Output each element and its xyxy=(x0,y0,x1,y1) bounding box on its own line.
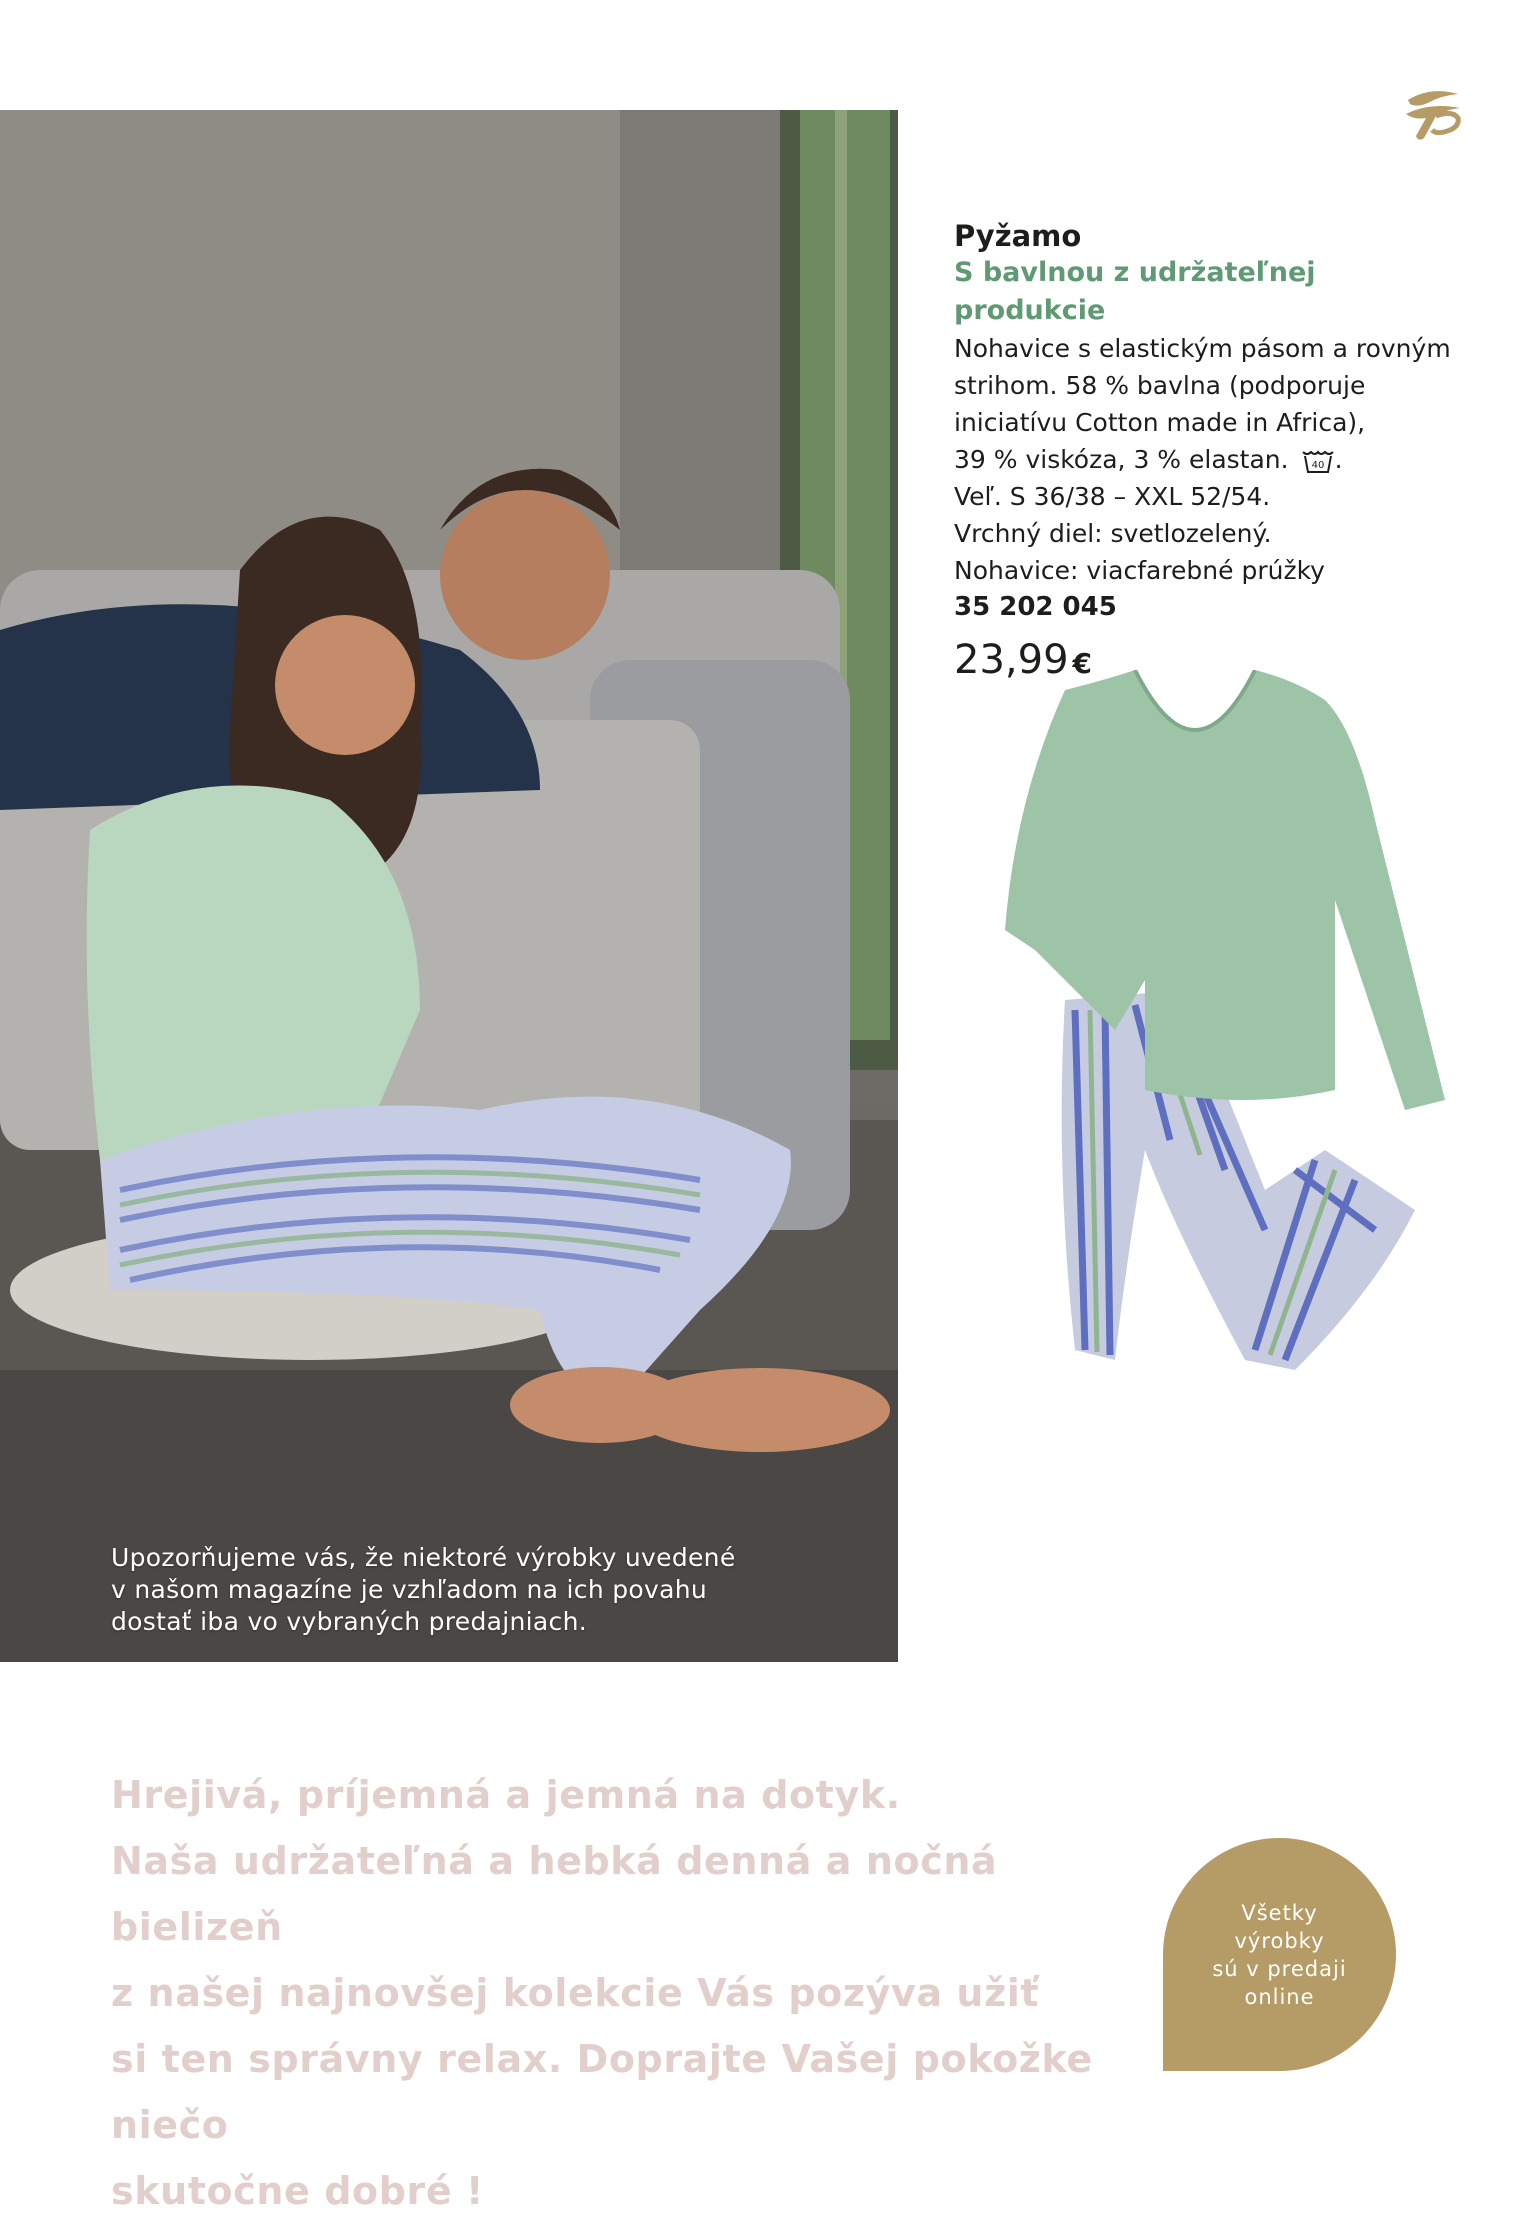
description-line: Veľ. S 36/38 – XXL 52/54. xyxy=(954,482,1271,511)
badge-line: výrobky xyxy=(1234,1928,1325,1953)
badge-line: online xyxy=(1244,1984,1315,2009)
price-currency: € xyxy=(1072,647,1092,680)
tagline-line: z našej najnovšej kolekcie Vás pozýva užiť xyxy=(111,1971,1040,2015)
description-line: iniciatívu Cotton made in Africa), xyxy=(954,408,1366,437)
wash-40-icon xyxy=(1301,448,1335,474)
pyjama-product-image xyxy=(995,670,1455,1390)
product-subtitle: S bavlnou z udržateľnej produkcie xyxy=(954,257,1316,326)
wash-temp: 40 xyxy=(1311,460,1324,471)
tchibo-logo-icon xyxy=(1400,80,1466,146)
notice-line: v našom magazíne je vzhľadom na ich povahu xyxy=(111,1575,707,1604)
badge-text xyxy=(1190,1899,1370,2011)
lifestyle-photo xyxy=(0,110,898,1662)
badge-line: sú v predaji xyxy=(1212,1956,1347,1981)
product-info xyxy=(954,218,1474,692)
description-suffix: . xyxy=(1334,445,1343,474)
description-line: Nohavice s elastickým pásom a rovným xyxy=(954,334,1451,363)
description-line: Vrchný diel: svetlozelený. xyxy=(954,519,1272,548)
lifestyle-scene-illustration xyxy=(0,110,898,1662)
price-value: 23,99 xyxy=(954,637,1069,683)
marketing-tagline xyxy=(111,1762,1111,2224)
notice-line: Upozorňujeme vás, že niektoré výrobky uvedené xyxy=(111,1543,736,1572)
tagline-line: Naša udržateľná a hebká denná a nočná bielizeň xyxy=(111,1839,998,1949)
online-availability-badge[interactable] xyxy=(1163,1838,1396,2071)
notice-line: dostať iba vo vybraných predajniach. xyxy=(111,1607,587,1636)
description-line: 39 % viskóza, 3 % elastan. xyxy=(954,445,1289,474)
product-description xyxy=(954,330,1474,589)
availability-notice xyxy=(111,1542,811,1638)
description-line: Nohavice: viacfarebné prúžky xyxy=(954,556,1325,585)
description-line: strihom. 58 % bavlna (podporuje xyxy=(954,371,1366,400)
product-title: Pyžamo xyxy=(954,219,1082,253)
badge-line: Všetky xyxy=(1241,1900,1318,1925)
tagline-line: si ten správny relax. Doprajte Vašej pokožke niečo xyxy=(111,2037,1093,2147)
product-code: 35 202 045 xyxy=(954,592,1117,622)
description-line-material xyxy=(954,441,1474,478)
tagline-line: skutočne dobré ! xyxy=(111,2169,484,2213)
tagline-line: Hrejivá, príjemná a jemná na dotyk. xyxy=(111,1773,901,1817)
